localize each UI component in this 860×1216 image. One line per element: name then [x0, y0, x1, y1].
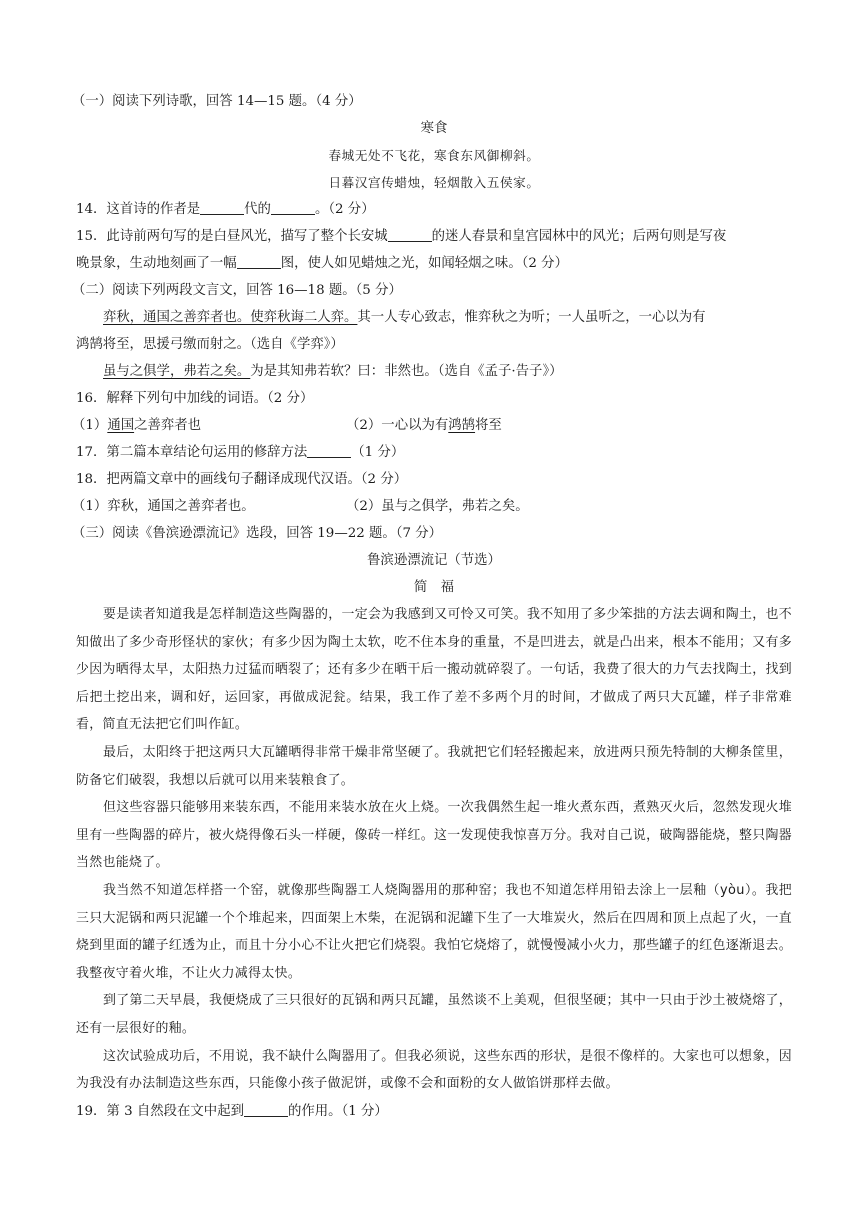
item-text: 之善弈者也	[134, 418, 202, 433]
item-prefix: （2）一心以为有	[346, 418, 449, 433]
poem-title: 寒食	[420, 121, 448, 136]
novel-paragraph: 到了第二天早晨，我便烧成了三只很好的瓦锅和两只瓦罐，虽然谈不上美观，但很坚硬；其中一只由于沙土被烧熔了，还有一层很好的釉。	[76, 993, 792, 1036]
question-14	[76, 196, 792, 223]
question-text: 17．第二篇本章结论句运用的修辞方法	[76, 445, 308, 460]
classical-passage-1	[76, 304, 792, 331]
novel-paragraph: 但这些容器只能够用来装东西，不能用来装水放在火上烧。一次我偶然生起一堆火煮东西，煮熟灭火后，忽然发现火堆里有一些陶器的碎片，被火烧得像石头一样硬，像砖一样红。这一发现使我惊喜万分。我对自己说，破陶器能烧，整只陶器当然也能烧了。	[76, 800, 792, 871]
answer-blank[interactable]	[307, 443, 351, 458]
question-19	[76, 1098, 792, 1125]
answer-blank[interactable]	[388, 227, 432, 242]
poem-line: 春城无处不飞花，寒食东风御柳斜。	[328, 148, 540, 163]
answer-blank[interactable]	[200, 200, 244, 215]
q18-item-1: （1）弈秋，通国之善弈者也。	[72, 499, 255, 514]
answer-blank[interactable]	[271, 200, 315, 215]
q16-item-1	[72, 412, 346, 439]
question-text: 图，使人如见蜡烛之光，如闻轻烟之味。（2 分）	[280, 256, 568, 271]
question-text: 晚景象，生动地刻画了一幅	[76, 256, 237, 271]
underlined-word: 鸿鹄	[448, 418, 476, 433]
question-18-items	[72, 493, 792, 520]
classical-passage-2	[76, 358, 792, 385]
passage-text: 为是其知弗若软？曰：非然也。（选自《孟子·告子》）	[250, 364, 563, 379]
underlined-word: 通国	[107, 418, 135, 433]
passage-subtitle: 简 福	[413, 580, 455, 595]
q18-item-2: （2）虽与之俱学，弗若之矣。	[346, 499, 529, 514]
novel-paragraph: 要是读者知道我是怎样制造这些陶器的，一定会为我感到又可怜又可笑。我不知用了多少笨拙的方法去调和陶土，也不知做出了多少奇形怪状的家伙；有多少因为陶土太软，吃不住本身的重量，不是凹进去，就是凸出来，根本不能用；又有多少因为晒得太早，太阳热力过猛而晒裂了；还有多少在晒干后一搬动就碎裂了。一句话，我费了很大的力气去找陶土，找到后把土挖出来，调和好，运回家，再做成泥瓮。结果，我工作了差不多两个月的时间，才做成了两只大瓦罐，样子非常难看，简直无法把它们叫作缸。	[76, 607, 792, 733]
classical-passage-1-cont: 鸿鹄将至，思援弓缴而射之。（选自《学弈》）	[76, 337, 344, 352]
novel-paragraph: 我当然不知道怎样搭一个窑，就像那些陶器工人烧陶器用的那种窑；我也不知道怎样用铅去涂上一层釉（yòu）。我把三只大泥锅和两只泥罐一个个堆起来，四面架上木柴，在泥锅和泥罐下生了一大堆炭火，然后在四周和顶上点起了火，一直烧到里面的罐子红透为止，而且十分小心不让火把它们烧裂。我怕它烧熔了，就慢慢减小火力，那些罐子的红色逐渐退去。我整夜守着火堆，不让火力减得太快。	[76, 882, 792, 981]
question-17	[76, 439, 792, 466]
novel-paragraph: 这次试验成功后，不用说，我不缺什么陶器用了。但我必须说，这些东西的形状，是很不像样的。大家也可以想象，因为我没有办法制造这些东西，只能像小孩子做泥饼，或像不会和面粉的女人做馅饼那样去做。	[76, 1048, 792, 1092]
question-text: 14．这首诗的作者是	[76, 202, 201, 217]
section-header-classical: （二）阅读下列两段文言文，回答 16—18 题。（5 分）	[72, 283, 402, 298]
novel-paragraph: 最后，太阳终于把这两只大瓦罐晒得非常干燥非常坚硬了。我就把它们轻轻搬起来，放进两只预先特制的大柳条筐里，防备它们破裂，我想以后就可以用来装粮食了。	[76, 744, 792, 788]
passage-text: 其一人专心致志，惟弈秋之为听；一人虽听之，一心以为有	[357, 310, 706, 325]
question-text: 代的	[244, 202, 271, 217]
question-16-items	[72, 412, 792, 439]
underlined-sentence: 弈秋，通国之善弈者也。使弈秋诲二人弈。	[103, 310, 358, 325]
section-header-novel: （三）阅读《鲁滨逊漂流记》选段，回答 19—22 题。（7 分）	[72, 526, 443, 541]
question-16: 16．解释下列句中加线的词语。（2 分）	[76, 391, 314, 406]
question-text: 15．此诗前两句写的是白昼风光，描写了整个长安城	[76, 229, 388, 244]
section-header-poetry: （一）阅读下列诗歌，回答 14—15 题。（4 分）	[72, 94, 362, 109]
answer-blank[interactable]	[237, 254, 281, 269]
poem-line: 日暮汉宫传蜡烛，轻烟散入五侯家。	[328, 175, 540, 190]
question-text: （1 分）	[351, 445, 405, 460]
underlined-sentence: 虽与之俱学，弗若之矣。	[103, 364, 251, 379]
question-15	[76, 223, 792, 250]
answer-blank[interactable]	[244, 1102, 288, 1117]
question-text: 的迷人春景和皇宫园林中的风光；后两句则是写夜	[431, 229, 727, 244]
item-prefix: （1）	[72, 418, 108, 433]
question-text: 的作用。（1 分）	[287, 1103, 388, 1119]
question-text: 19．第 3 自然段在文中起到	[76, 1103, 244, 1119]
item-text: 将至	[475, 418, 502, 433]
question-15-cont	[76, 250, 792, 277]
q16-item-2	[346, 418, 502, 433]
question-18: 18．把两篇文章中的画线句子翻译成现代汉语。（2 分）	[76, 472, 408, 487]
question-text: 。（2 分）	[314, 202, 375, 217]
passage-title: 鲁滨逊漂流记（节选）	[367, 553, 501, 568]
exam-page	[72, 88, 792, 1125]
